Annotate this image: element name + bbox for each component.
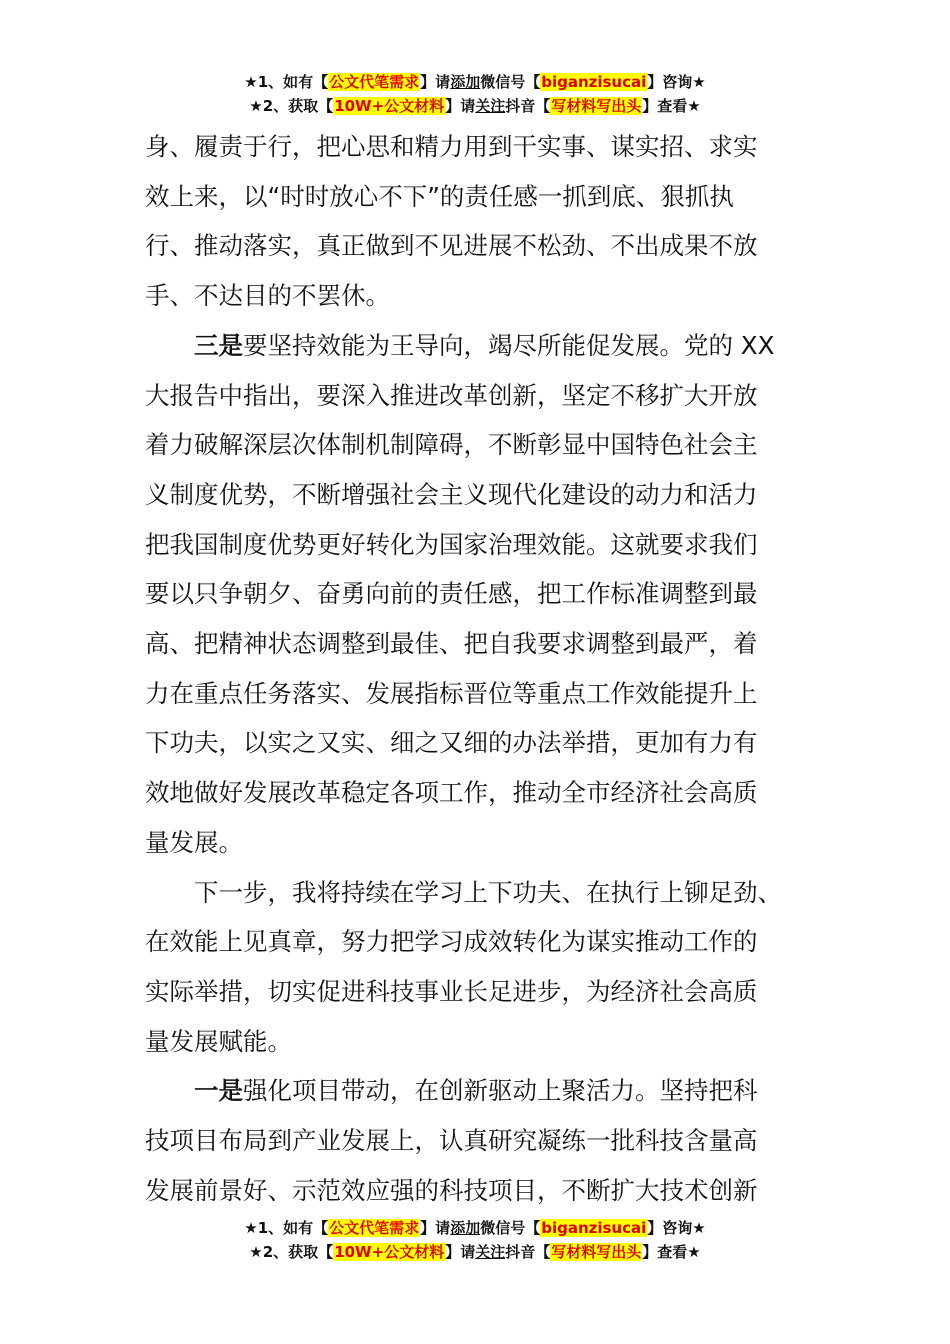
text-line: 大报告中指出，要深入推进改革创新，坚定不移扩大开放 — [145, 380, 758, 410]
header-banner — [0, 70, 950, 118]
paragraph-4 — [145, 1066, 810, 1215]
banner-text: ★1、如有【 — [244, 73, 329, 91]
paragraph-3 — [145, 868, 810, 1067]
banner-text: 】请 — [445, 1243, 476, 1261]
banner-underline: 添加 — [450, 1219, 481, 1237]
banner-highlight: biganzisucai — [541, 73, 647, 91]
banner-text: 】请 — [445, 97, 476, 115]
text-line: 量发展赋能。 — [145, 1026, 292, 1056]
text-run: 强化项目带动，在创新驱动上聚活力。坚持把科 — [243, 1076, 758, 1106]
banner-text: ★2、获取【 — [249, 1243, 334, 1261]
banner-text: 抖音【 — [505, 1243, 551, 1261]
text-line: 力在重点任务落实、发展指标晋位等重点工作效能提升上 — [145, 678, 758, 708]
text-line: 效地做好发展改革稳定各项工作，推动全市经济社会高质 — [145, 778, 758, 808]
banner-text: 抖音【 — [505, 97, 551, 115]
banner-underline: 添加 — [450, 73, 481, 91]
banner-highlight: 公文代笔需求 — [329, 73, 420, 91]
paragraph-1 — [145, 122, 810, 321]
banner-text: 】请 — [420, 73, 451, 91]
text-line: 实际举措，切实促进科技事业长足进步，为经济社会高质 — [145, 976, 758, 1006]
text-line: 身、履责于行，把心思和精力用到干实事、谋实招、求实 — [145, 132, 758, 161]
text-line: 手、不达目的不罢休。 — [145, 281, 390, 311]
paragraph-lead: 一是 — [194, 1076, 243, 1106]
banner-underline: 关注 — [475, 97, 506, 115]
banner-text: 】查看★ — [642, 1243, 701, 1261]
text-line: 在效能上见真章，努力把学习成效转化为谋实推动工作的 — [145, 927, 758, 957]
text-line — [145, 321, 810, 371]
banner-text: 】咨询★ — [647, 73, 706, 91]
banner-line-1 — [0, 1216, 950, 1240]
banner-text: 微信号【 — [480, 1219, 541, 1237]
banner-text: 】请 — [420, 1219, 451, 1237]
banner-text: 】查看★ — [642, 97, 701, 115]
text-line: 要以只争朝夕、奋勇向前的责任感，把工作标准调整到最 — [145, 579, 758, 609]
text-line — [145, 1066, 810, 1116]
banner-text: ★2、获取【 — [249, 97, 334, 115]
text-line: 下功夫，以实之又实、细之又细的办法举措，更加有力有 — [145, 728, 758, 758]
text-line: 义制度优势，不断增强社会主义现代化建设的动力和活力 — [145, 479, 758, 509]
text-run: 要坚持效能为王导向，竭尽所能促发展。党的 XX — [243, 330, 775, 360]
banner-line-2 — [0, 94, 950, 118]
text-line: 量发展。 — [145, 827, 243, 857]
text-line: 行、推动落实，真正做到不见进展不松劲、不出成果不放 — [145, 231, 758, 261]
text-line: 下一步，我将持续在学习上下功夫、在执行上铆足劲、 — [194, 877, 782, 907]
paragraph-2 — [145, 321, 810, 868]
banner-line-2 — [0, 1240, 950, 1264]
banner-text: 】咨询★ — [647, 1219, 706, 1237]
banner-highlight: 公文代笔需求 — [329, 1219, 420, 1237]
text-line: 着力破解深层次体制机制障碍，不断彰显中国特色社会主 — [145, 430, 758, 460]
text-line: 发展前景好、示范效应强的科技项目，不断扩大技术创新 — [145, 1175, 758, 1205]
text-line: 高、把精神状态调整到最佳、把自我要求调整到最严，着 — [145, 629, 758, 659]
banner-underline: 关注 — [475, 1243, 506, 1261]
banner-highlight: 写材料写出头 — [551, 97, 642, 115]
banner-highlight: biganzisucai — [541, 1219, 647, 1237]
banner-line-1 — [0, 70, 950, 94]
footer-banner — [0, 1216, 950, 1264]
paragraph-lead: 三是 — [194, 330, 243, 360]
banner-highlight: 写材料写出头 — [551, 1243, 642, 1261]
document-body — [145, 122, 810, 1215]
banner-text: 微信号【 — [480, 73, 541, 91]
text-line: 技项目布局到产业发展上，认真研究凝练一批科技含量高 — [145, 1126, 758, 1156]
text-line: 把我国制度优势更好转化为国家治理效能。这就要求我们 — [145, 529, 758, 559]
banner-highlight: 10W+公文材料 — [334, 1243, 445, 1261]
text-line: 效上来，以“时时放心不下”的责任感一抓到底、狠抓执 — [145, 181, 734, 211]
banner-text: ★1、如有【 — [244, 1219, 329, 1237]
banner-highlight: 10W+公文材料 — [334, 97, 445, 115]
